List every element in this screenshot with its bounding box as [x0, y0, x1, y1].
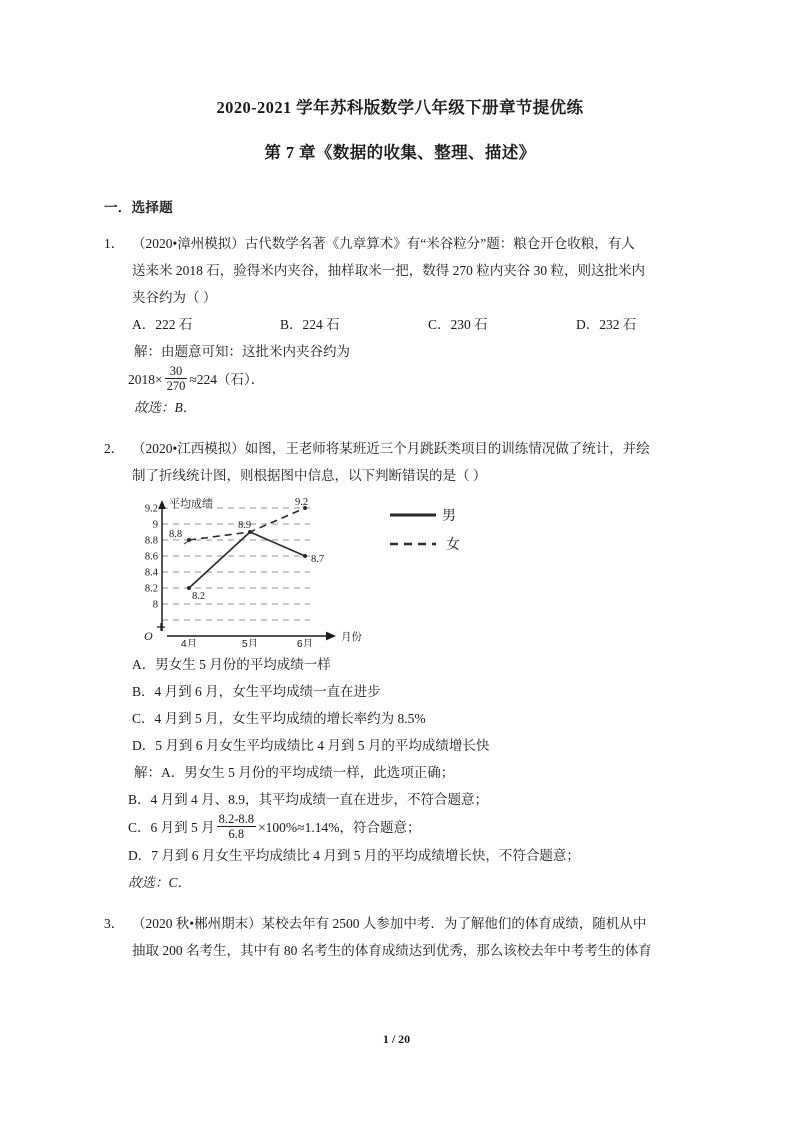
legend-label-female: 女 — [446, 535, 460, 552]
legend-label-male: 男 — [442, 506, 456, 523]
question-1-fraction-numerator: 30 — [169, 363, 183, 378]
question-2 — [104, 435, 696, 896]
question-1-choice-b[interactable]: B．224 石 — [280, 316, 340, 332]
question-2-fraction-numerator: 8.2-8.8 — [218, 811, 255, 826]
chart-title: 平均成绩 — [169, 497, 213, 510]
chart-label-may: 8.9 — [238, 519, 252, 531]
chart-label-male-jun: 8.7 — [311, 553, 325, 565]
question-2-choice-c[interactable]: C．4 月到 5 月，女生平均成绩的增长率约为 8.5% — [132, 710, 426, 726]
question-1-fraction-denominator: 270 — [166, 378, 186, 393]
chart-label-female-apr: 8.8 — [169, 528, 183, 540]
chart-ytick-3: 8.6 — [144, 551, 158, 562]
chart-y-axis — [158, 500, 166, 631]
question-1-choice-a[interactable]: A．222 石 — [132, 316, 193, 332]
question-3-number: 3． — [104, 915, 125, 931]
line-chart-svg — [140, 497, 560, 647]
chart-ytick-0: 9.2 — [144, 503, 158, 514]
question-2-choice-a[interactable]: A．男女生 5 月份的平均成绩一样 — [132, 656, 331, 672]
chart-gridlines — [162, 508, 310, 620]
chart-xtick-2: 6月 — [296, 637, 314, 647]
question-2-math-prefix: C．6 月到 5 月 — [128, 819, 215, 835]
question-1-line-2: 送来米 2018 石，验得米内夹谷，抽样取米一把，数得 270 粒内夹谷 30 粒，则这批米内 — [132, 262, 645, 278]
document-subtitle: 第 7 章《数据的收集、整理、描述》 — [264, 142, 536, 162]
question-3-line-1 — [104, 910, 696, 937]
chart-label-female-jun: 9.2 — [295, 496, 309, 508]
chart-ytick-labels — [145, 503, 159, 610]
chart-xtick-0: 4月 — [180, 637, 198, 647]
question-2-choice-d[interactable]: D．5 月到 6 月女生平均成绩比 4 月到 5 月的平均成绩增长快 — [132, 737, 490, 753]
question-2-choice-b[interactable]: B．4 月到 6 月，女生平均成绩一直在进步 — [132, 683, 381, 699]
question-2-fraction — [217, 812, 256, 841]
question-2-answer-text: 故选：C． — [128, 874, 192, 890]
question-1-solution-intro: 解：由题意可知：这批米内夹谷约为 — [134, 343, 350, 359]
question-2-math-line — [104, 813, 696, 842]
question-1-number: 1． — [104, 235, 125, 251]
chart-xtick-labels — [181, 638, 313, 647]
question-2-line-1 — [104, 435, 696, 462]
question-1-math-suffix: ≈224（石）． — [189, 371, 265, 387]
chart-xtick-1: 5月 — [241, 637, 259, 647]
question-2-solution-line-3: D．7 月到 6 月女生平均成绩比 4 月到 5 月的平均成绩增长快，不符合题意； — [128, 847, 580, 863]
question-2-math-suffix: ×100%≈1.14%，符合题意； — [258, 819, 421, 835]
chart-ytick-1: 9 — [152, 519, 158, 530]
line-chart — [140, 497, 560, 647]
chart-ytick-4: 8.4 — [144, 567, 158, 578]
question-2-fraction-denominator: 6.8 — [217, 826, 256, 841]
question-1-line-3: 夹谷约为（ ） — [132, 289, 217, 305]
question-1-choice-c[interactable]: C．230 石 — [428, 316, 488, 332]
page-content — [104, 96, 696, 964]
question-1-answer — [104, 394, 696, 421]
question-2-solution-line-1: 解：A．男女生 5 月份的平均成绩一样，此选项正确； — [134, 764, 455, 780]
chart-legend — [390, 507, 460, 552]
question-1-math-prefix: 2018× — [128, 371, 163, 387]
question-1 — [104, 230, 696, 421]
question-2-number: 2． — [104, 440, 125, 456]
chart-ytick-5: 8.2 — [144, 583, 158, 594]
document-title: 2020-2021 学年苏科版数学八年级下册章节提优练 — [216, 98, 584, 117]
question-3 — [104, 910, 696, 964]
question-1-math-expression — [104, 365, 696, 394]
chart-ytick-2: 8.8 — [144, 535, 158, 546]
question-1-text-1: （2020•漳州模拟）古代数学名著《九章算术》有“米谷粒分”题：粮仓开仓收粮，有人 — [132, 235, 635, 251]
chart-point-labels — [169, 497, 324, 602]
question-1-choice-d[interactable]: D．232 石 — [576, 316, 637, 332]
chart-label-male-apr: 8.2 — [192, 590, 206, 602]
question-3-text-1: （2020 秋•郴州期末）某校去年有 2500 人参加中考．为了解他们的体育成绩，随机从中 — [132, 915, 647, 931]
question-2-answer — [104, 869, 696, 896]
section-heading: 一．选择题 — [104, 199, 173, 215]
chart-xaxis-title: 月份 — [341, 630, 362, 643]
chart-ytick-6: 8 — [152, 599, 158, 610]
question-1-fraction — [165, 364, 188, 393]
chart-data-points — [187, 506, 307, 590]
question-1-choices — [104, 311, 696, 338]
question-2-solution-line-2: B．4 月到 4 月、8.9，其平均成绩一直在进步，不符合题意； — [128, 791, 489, 807]
page-footer: 1 / 20 — [382, 1032, 411, 1046]
question-1-answer-text: 故选：B． — [134, 399, 197, 415]
question-2-line-2: 制了折线统计图，则根据图中信息，以下判断错误的是（ ） — [132, 467, 487, 483]
question-2-text-1: （2020•江西模拟）如图，王老师将某班近三个月跳跃类项目的训练情况做了统计，并绘 — [132, 440, 650, 456]
question-1-line-1 — [104, 230, 696, 257]
chart-origin-label: O — [144, 628, 153, 643]
question-3-line-2: 抽取 200 名考生，其中有 80 名考生的体育成绩达到优秀，那么该校去年中考考生的体育 — [132, 942, 652, 958]
